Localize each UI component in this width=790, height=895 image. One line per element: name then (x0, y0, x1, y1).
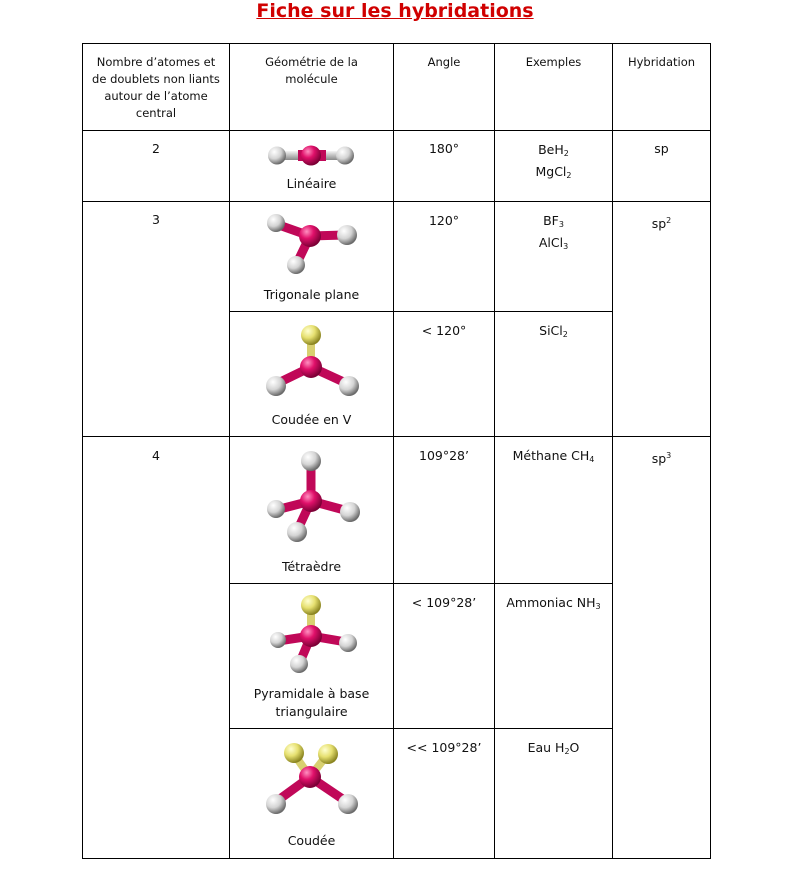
table-row (83, 202, 711, 312)
bent-water-molecule-icon (230, 729, 394, 829)
geometry-label: Linéaire (286, 176, 337, 191)
count-cell: 3 (83, 202, 230, 437)
table-row (83, 131, 711, 202)
tetrahedral-molecule-icon (230, 437, 394, 552)
angle-cell: 120° (394, 202, 495, 312)
geometry-cell (230, 202, 394, 312)
example-formula: BeH (538, 142, 564, 157)
geometry-cell (230, 131, 394, 202)
trigonal-planar-molecule-icon (230, 202, 394, 282)
header-examples: Exemples (495, 44, 613, 131)
example-formula: MgCl (535, 164, 567, 179)
examples-cell: Eau $H_2O$ (495, 729, 613, 859)
geometry-label: Trigonale plane (263, 287, 360, 302)
examples-cell: BeH$_2$ MgCl$_2$ (495, 131, 613, 202)
hybridization-cell: $sp^3$ (613, 437, 711, 859)
header-angle: Angle (394, 44, 495, 131)
example-formula: BF (543, 213, 559, 228)
count-cell: 4 (83, 437, 230, 859)
example-formula: AlCl (538, 235, 564, 250)
geometry-cell (230, 312, 394, 437)
example-formula: Eau H (527, 740, 565, 755)
header-geometry: Géométrie de la molécule (230, 44, 394, 131)
hybridization-cell: sp (613, 131, 711, 202)
header-row (83, 44, 711, 131)
angle-cell: << 109°28’ (394, 729, 495, 859)
example-formula: SiCl (539, 323, 563, 338)
hybridization-table (82, 43, 711, 859)
examples-cell: SiCl$_2$ (495, 312, 613, 437)
count-cell: 2 (83, 131, 230, 202)
trigonal-pyramidal-molecule-icon (230, 584, 394, 680)
header-count: Nombre d’atomes et de doublets non liants autour de l’atome central (83, 44, 230, 131)
geometry-cell (230, 437, 394, 584)
geometry-cell (230, 584, 394, 729)
geometry-label: Coudée (287, 833, 336, 848)
examples-cell: $BF_3$ AlCl$_3$ (495, 202, 613, 312)
examples-cell: Ammoniac $NH_3$ (495, 584, 613, 729)
hybridization-cell: $sp^2$ (613, 202, 711, 437)
geometry-cell (230, 729, 394, 859)
example-formula: Méthane CH (512, 448, 590, 463)
table-row (83, 437, 711, 584)
examples-cell: Méthane $CH_4$ (495, 437, 613, 584)
angle-cell: 180° (394, 131, 495, 202)
linear-molecule-icon (230, 131, 394, 171)
geometry-label: Coudée en V (271, 412, 352, 427)
geometry-label: Pyramidale à base triangulaire (253, 686, 370, 719)
geometry-label: Tétraèdre (281, 559, 342, 574)
example-formula: Ammoniac NH (506, 595, 596, 610)
angle-cell: < 109°28’ (394, 584, 495, 729)
angle-cell: 109°28’ (394, 437, 495, 584)
page-title: Fiche sur les hybridations (256, 0, 534, 22)
bent-v-molecule-icon (230, 312, 394, 407)
header-hybridization: Hybridation (613, 44, 711, 131)
angle-cell: < 120° (394, 312, 495, 437)
